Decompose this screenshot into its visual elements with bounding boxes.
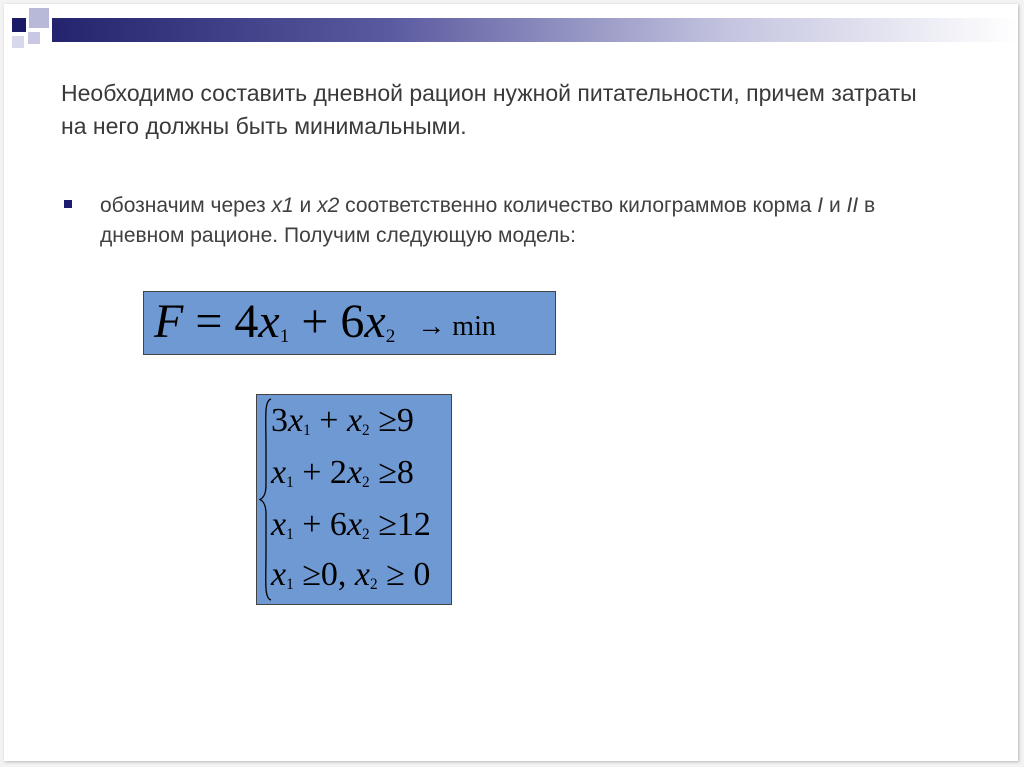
bullet-item [64, 191, 924, 251]
constraint-bound: ≥12 [369, 506, 431, 543]
variable-x2: x2 [317, 194, 340, 217]
slide [4, 4, 1018, 761]
objective-coef-1: = 4 [183, 295, 259, 348]
constraint-row [271, 399, 414, 449]
subscript: 2 [385, 325, 396, 347]
minimize-target: → min [417, 311, 496, 342]
objective-function-box [143, 291, 556, 355]
variable-x: x [354, 556, 371, 593]
constraint-operator: + 2 [293, 454, 347, 491]
variable-x: x [364, 295, 386, 348]
constraint-bound: ≥ 0 [377, 556, 431, 593]
constraints-box [256, 394, 452, 605]
subscript: 1 [279, 325, 290, 347]
subscript: 2 [362, 525, 370, 543]
subscript: 1 [303, 421, 311, 439]
subscript: 1 [286, 473, 294, 491]
variable-x: x [346, 506, 363, 543]
constraint-operator: + 6 [293, 506, 347, 543]
variable-x: x [346, 454, 363, 491]
variable-x: x [346, 402, 363, 439]
constraint-row [271, 503, 431, 553]
variable-x: x [271, 454, 287, 491]
bullet-text-part: и [293, 194, 318, 217]
variable-x1: x1 [271, 194, 294, 217]
feed-type-ii: II [846, 194, 859, 217]
constraint-operator: ≥0, [293, 556, 355, 593]
slide-heading: Необходимо составить дневной рацион нужной питательности, причем затраты на него должны быть минимальными. [61, 80, 917, 139]
variable-x: x [258, 295, 280, 348]
constraint-bound: ≥9 [369, 402, 414, 439]
variable-x: x [271, 506, 287, 543]
bullet-text-part: соответственно количество килограммов корма [339, 194, 818, 217]
bullet-text-part: и [823, 194, 847, 217]
subscript: 1 [286, 575, 294, 593]
bullet-text-part: в дневном рационе. Получим следующую модель: [100, 194, 876, 247]
bullet-text-part: обозначим через [100, 194, 272, 217]
header-square-decoration [28, 32, 40, 44]
variable-x: x [271, 556, 287, 593]
subscript: 1 [286, 525, 294, 543]
constraint-row [271, 553, 430, 603]
objective-coef-2: + 6 [289, 295, 365, 348]
bullet-text [100, 191, 924, 251]
objective-formula [154, 290, 496, 364]
variable-x: x [288, 402, 304, 439]
subscript: 2 [370, 575, 378, 593]
constraint-bound: ≥8 [369, 454, 414, 491]
header-square-decoration [29, 8, 49, 28]
constraint-coefficient: 3 [271, 402, 288, 439]
subscript: 2 [362, 421, 370, 439]
feed-type-i: I [817, 194, 824, 217]
header-square-decoration [12, 18, 26, 32]
subscript: 2 [362, 473, 370, 491]
bullet-square-icon [64, 200, 72, 208]
objective-symbol: F [154, 295, 184, 348]
header-gradient-bar [52, 18, 1018, 42]
constraint-operator: + [310, 402, 347, 439]
constraint-row [271, 451, 414, 501]
header-square-decoration [12, 36, 24, 48]
